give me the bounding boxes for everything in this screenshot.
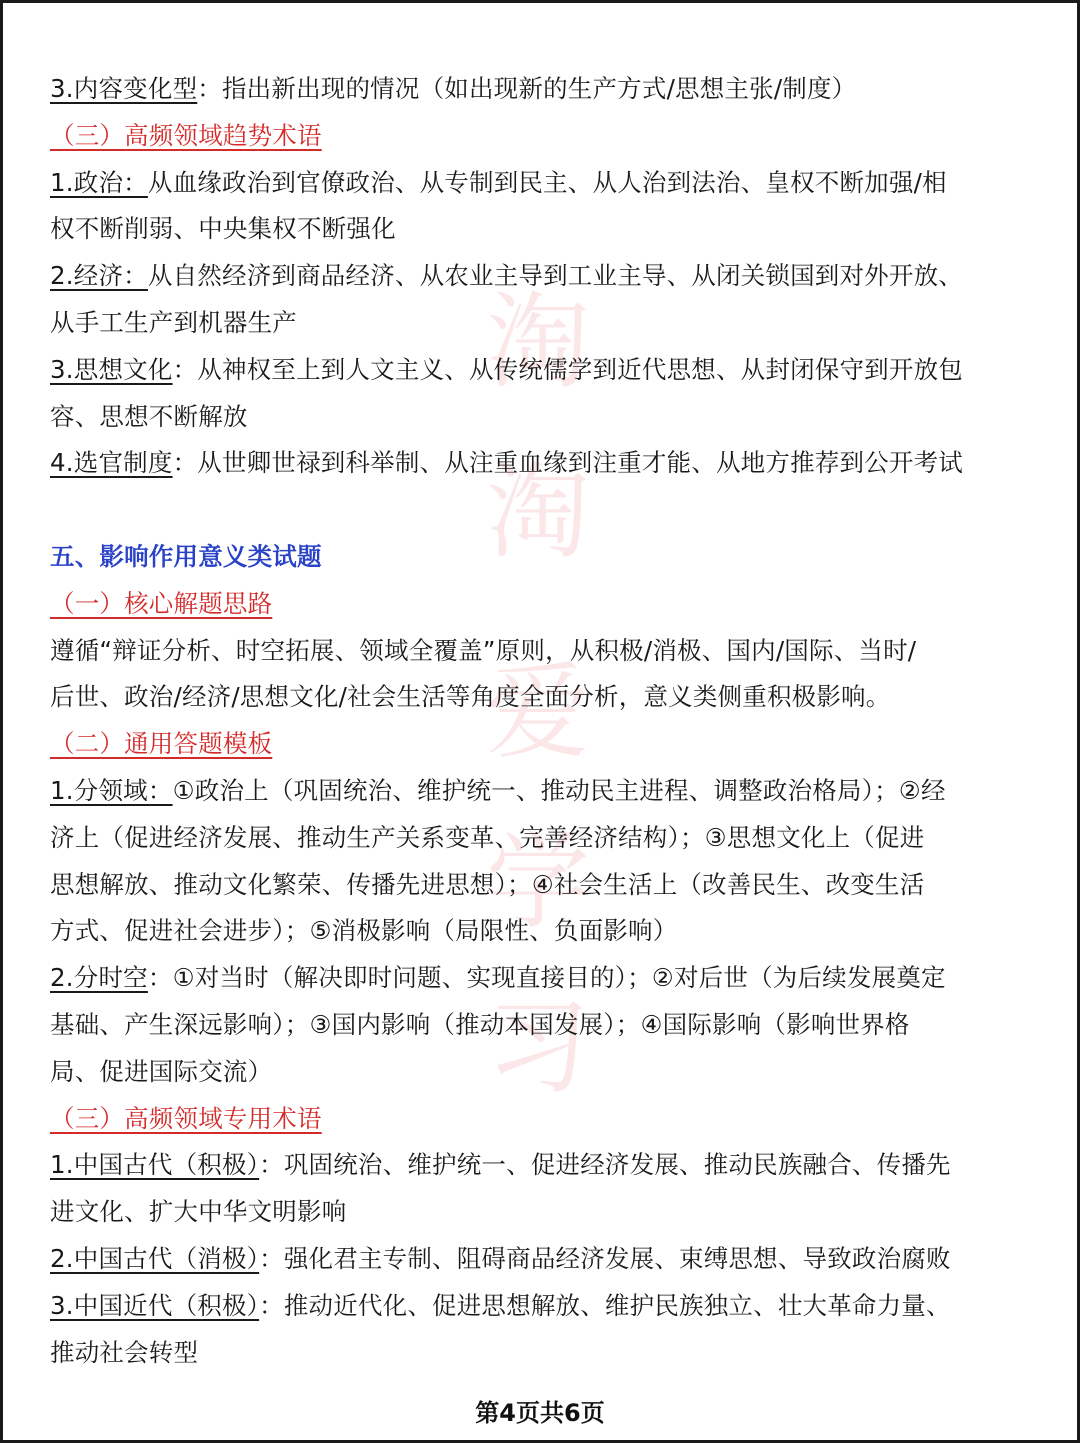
- subsection-heading-text: （一）核心解题思路: [50, 588, 273, 618]
- list-item: [50, 160, 1020, 207]
- subsection-heading: [50, 581, 1020, 628]
- list-item: [50, 66, 1020, 113]
- list-item: [50, 768, 1020, 815]
- item-text: 从血缘政治到官僚政治、从专制到民主、从人治到法治、皇权不断加强/相: [147, 167, 947, 197]
- text-line: 推动社会转型: [50, 1337, 199, 1367]
- text-line: 容、思想不断解放: [50, 401, 248, 431]
- text-line: 基础、产生深远影响）；③国内影响（推动本国发展）；④国际影响（影响世界格: [50, 1009, 910, 1039]
- blank-line: [50, 487, 1020, 534]
- section-heading: 五、影响作用意义类试题: [50, 541, 322, 571]
- item-text: ①政治上（巩固统治、维护统一、推动民主进程、调整政治格局）；②经: [172, 775, 946, 805]
- list-item: [50, 1236, 1020, 1283]
- list-item: [50, 440, 1020, 487]
- subsection-heading: [50, 1096, 1020, 1143]
- item-text: ：巩固统治、维护统一、促进经济发展、推动民族融合、传播先: [259, 1150, 951, 1180]
- item-label: 4.选官制度: [50, 448, 173, 478]
- text-line: 方式、促进社会进步）；⑤消极影响（局限性、负面影响）: [50, 916, 678, 946]
- item-label: 1.政治：: [50, 167, 148, 197]
- list-item: [50, 253, 1020, 300]
- text-line: 思想解放、推动文化繁荣、传播先进思想）；④社会生活上（改善民生、改变生活: [50, 869, 925, 899]
- item-label: 1.分领域：: [50, 775, 173, 805]
- page-number: 第4页共6页: [475, 1399, 605, 1427]
- subsection-heading-text: （二）通用答题模板: [50, 729, 273, 759]
- item-text: ：推动近代化、促进思想解放、维护民族独立、壮大革命力量、: [259, 1290, 951, 1320]
- subsection-heading: [50, 113, 1020, 160]
- text-line: 后世、政治/经济/思想文化/社会生活等角度全面分析，意义类侧重积极影响。: [50, 682, 891, 712]
- list-item: [50, 1142, 1020, 1189]
- subsection-heading-text: （三）高频领域趋势术语: [50, 120, 322, 150]
- text-line: 进文化、扩大中华文明影响: [50, 1197, 347, 1227]
- text-line: 局、促进国际交流）: [50, 1056, 273, 1086]
- item-label: 3.内容变化型: [50, 74, 198, 103]
- item-text: ：从神权至上到人文主义、从传统儒学到近代思想、从封闭保守到开放包: [172, 354, 963, 384]
- list-item: [50, 347, 1020, 394]
- text-line: 从手工生产到机器生产: [50, 307, 297, 337]
- item-text: 从自然经济到商品经济、从农业主导到工业主导、从闭关锁国到对外开放、: [147, 261, 963, 291]
- item-label: 3.思想文化: [50, 354, 173, 384]
- item-label: 2.经济：: [50, 261, 148, 291]
- item-text: ：①对当时（解决即时问题、实现直接目的）；②对后世（为后续发展奠定: [147, 963, 946, 993]
- list-item: [50, 1283, 1020, 1330]
- text-line: 遵循“辩证分析、时空拓展、领域全覆盖”原则，从积极/消极、国内/国际、当时/: [50, 635, 917, 665]
- text-line: 权不断削弱、中央集权不断强化: [50, 214, 396, 244]
- item-text: ：指出新出现的情况（如出现新的生产方式/思想主张/制度）: [197, 74, 857, 103]
- item-label: 2.分时空: [50, 963, 148, 993]
- item-text: ：从世卿世禄到科举制、从注重血缘到注重才能、从地方推荐到公开考试: [172, 448, 963, 478]
- document-body: [50, 66, 1020, 1376]
- subsection-heading: [50, 721, 1020, 768]
- text-line: 济上（促进经济发展、推动生产关系变革、完善经济结构）；③思想文化上（促进: [50, 822, 925, 852]
- item-label: 2.中国古代（消极）: [50, 1243, 260, 1273]
- subsection-heading-text: （三）高频领域专用术语: [50, 1103, 322, 1133]
- item-text: ：强化君主专制、阻碍商品经济发展、束缚思想、导致政治腐败: [259, 1243, 951, 1273]
- item-label: 1.中国古代（积极）: [50, 1150, 260, 1180]
- item-label: 3.中国近代（积极）: [50, 1290, 260, 1320]
- list-item: [50, 955, 1020, 1002]
